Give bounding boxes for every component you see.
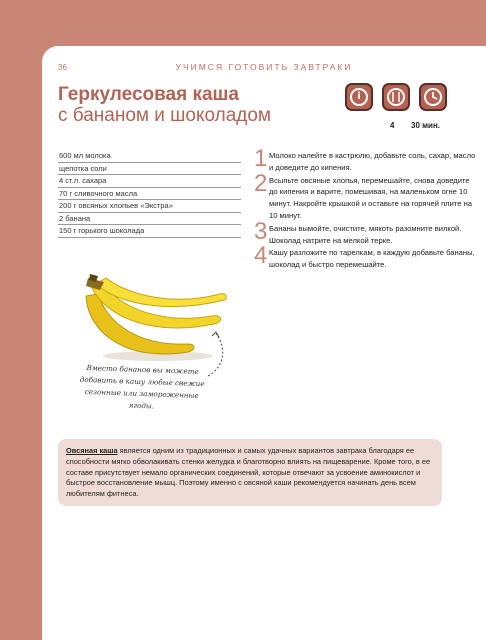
step-item	[254, 217, 476, 247]
recipe-icons	[345, 83, 456, 111]
ingredient-item: 200 г овсяных хлопьев «Экстра»	[58, 200, 241, 213]
step-number: 4	[254, 242, 268, 270]
ingredient-item: 70 г сливочного масла	[58, 188, 241, 201]
step-item	[254, 169, 476, 222]
info-body: является одним из традиционных и самых удачных вариантов завтрака благодаря ее способности мягко обволакивать стенки желудка и благотворно влиять на пищеварение. Кроме того, в ее составе присутствует немало органических соединений, которые отвечают за усвоение аминокислот и быстрое восстановление мышц. Поэтому именно с овсяной каши рекомендуется начинать день всем любителям фитнеса.	[66, 446, 431, 499]
step-number: 3	[254, 217, 268, 245]
ingredient-item: 2 банана	[58, 213, 241, 226]
ingredients-list	[58, 150, 241, 238]
time-value: 30 мин.	[411, 121, 441, 130]
steps-list	[254, 145, 476, 272]
step-item	[254, 242, 476, 271]
recipe-subtitle: с бананом и шоколадом	[58, 105, 271, 126]
page-number: 36	[58, 63, 67, 72]
step-text: Всыпьте овсяные хлопья, перемешайте, снова доведите до кипения и варите, помешивая, на маленьком огне 10 минут. Накройте крышкой и оставьте на горячей плите на 10 минут.	[269, 175, 473, 220]
step-number: 2	[254, 169, 268, 197]
servings-icon	[382, 83, 410, 111]
ingredient-item: 4 ст.л. сахара	[58, 175, 241, 188]
info-lead: Овсяная каша	[66, 446, 118, 455]
info-box	[58, 439, 442, 506]
ingredient-item: щепотка соли	[58, 163, 241, 176]
step-text: Бананы вымойте, очистите, мякоть разомните вилкой. Шоколад натрите на мелкой терке.	[269, 223, 462, 245]
running-title: УЧИМСЯ ГОТОВИТЬ ЗАВТРАКИ	[175, 62, 353, 72]
recipe-title: Геркулесовая каша	[58, 84, 239, 105]
step-item	[254, 145, 476, 174]
ingredient-item: 150 г горького шоколада	[58, 225, 241, 238]
ingredient-item: 600 мл молока	[58, 150, 241, 163]
servings-value: 4	[390, 121, 395, 130]
step-text: Кашу разложите по тарелкам, в каждую добавьте бананы, шоколад и быстро перемешайте.	[269, 248, 475, 270]
info-text	[66, 446, 434, 500]
handwritten-note: Вместо бананов вы можете добавить в кашу любые свежие сезонные или замороженные ягоды.	[79, 363, 205, 411]
difficulty-icon: i	[345, 83, 373, 111]
step-number: 1	[254, 145, 268, 172]
timer-icon	[419, 83, 447, 111]
step-text: Молоко налейте в кастрюлю, добавьте соль, сахар, масло и доведите до кипения.	[269, 151, 476, 172]
book-page	[42, 46, 486, 640]
